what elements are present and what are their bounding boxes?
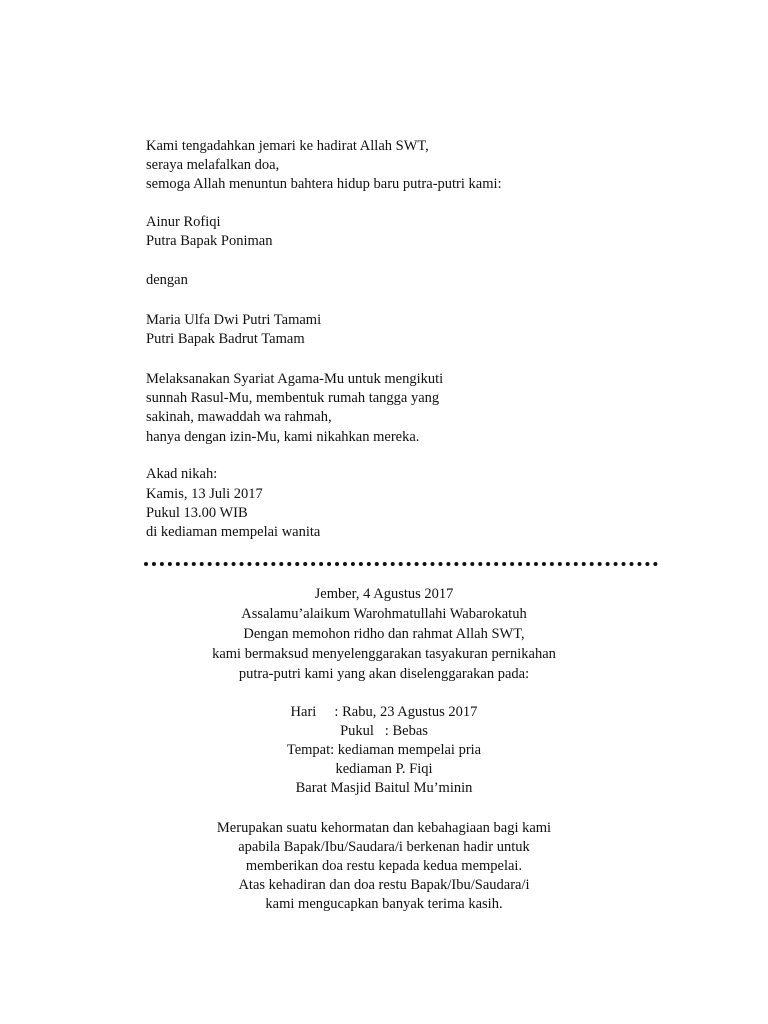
akad-heading: Akad nikah:: [146, 466, 218, 482]
date-place: Jember, 4 Agustus 2017: [314, 586, 454, 602]
connector-text: dengan: [146, 272, 188, 288]
closing-line: apabila Bapak/Ibu/Saudara/i berkenan hadir untuk: [238, 839, 530, 855]
bride-parent: Putri Bapak Badrut Tamam: [146, 331, 305, 347]
purpose-line: sakinah, mawaddah wa rahmah,: [146, 409, 332, 425]
akad-date: Kamis, 13 Juli 2017: [146, 486, 263, 502]
opening-line: putra-putri kami yang akan diselenggarakan pada:: [238, 666, 530, 682]
bride-name: Maria Ulfa Dwi Putri Tamami: [146, 312, 322, 328]
closing-line: memberikan doa restu kepada kedua mempelai.: [245, 858, 523, 874]
detail-tempat: Tempat: kediaman mempelai pria: [286, 742, 482, 758]
intro-line: seraya melafalkan doa,: [146, 157, 280, 173]
dotted-divider: [144, 562, 658, 566]
detail-landmark: Barat Masjid Baitul Mu’minin: [295, 780, 473, 796]
opening-line: Dengan memohon ridho dan rahmat Allah SWT,: [243, 626, 525, 642]
closing-line: Merupakan suatu kehormatan dan kebahagiaan bagi kami: [216, 820, 552, 836]
detail-hari: Hari : Rabu, 23 Agustus 2017: [290, 704, 478, 720]
detail-pukul: Pukul : Bebas: [340, 723, 428, 739]
detail-address: kediaman P. Fiqi: [335, 761, 433, 777]
akad-time: Pukul 13.00 WIB: [146, 505, 248, 521]
intro-line: semoga Allah menuntun bahtera hidup baru putra-putri kami:: [146, 176, 502, 192]
closing-line: kami mengucapkan banyak terima kasih.: [265, 896, 503, 912]
intro-line: Kami tengadahkan jemari ke hadirat Allah SWT,: [146, 138, 429, 154]
closing-line: Atas kehadiran dan doa restu Bapak/Ibu/Saudara/i: [238, 877, 530, 893]
purpose-line: hanya dengan izin-Mu, kami nikahkan mereka.: [146, 429, 420, 445]
groom-name: Ainur Rofiqi: [146, 214, 221, 230]
greeting: Assalamu’alaikum Warohmatullahi Wabarokatuh: [241, 606, 527, 622]
purpose-line: Melaksanakan Syariat Agama-Mu untuk mengikuti: [146, 371, 444, 387]
groom-parent: Putra Bapak Poniman: [146, 233, 273, 249]
akad-location: di kediaman mempelai wanita: [146, 524, 321, 540]
opening-line: kami bermaksud menyelenggarakan tasyakuran pernikahan: [212, 646, 556, 662]
purpose-line: sunnah Rasul-Mu, membentuk rumah tangga yang: [146, 390, 440, 406]
